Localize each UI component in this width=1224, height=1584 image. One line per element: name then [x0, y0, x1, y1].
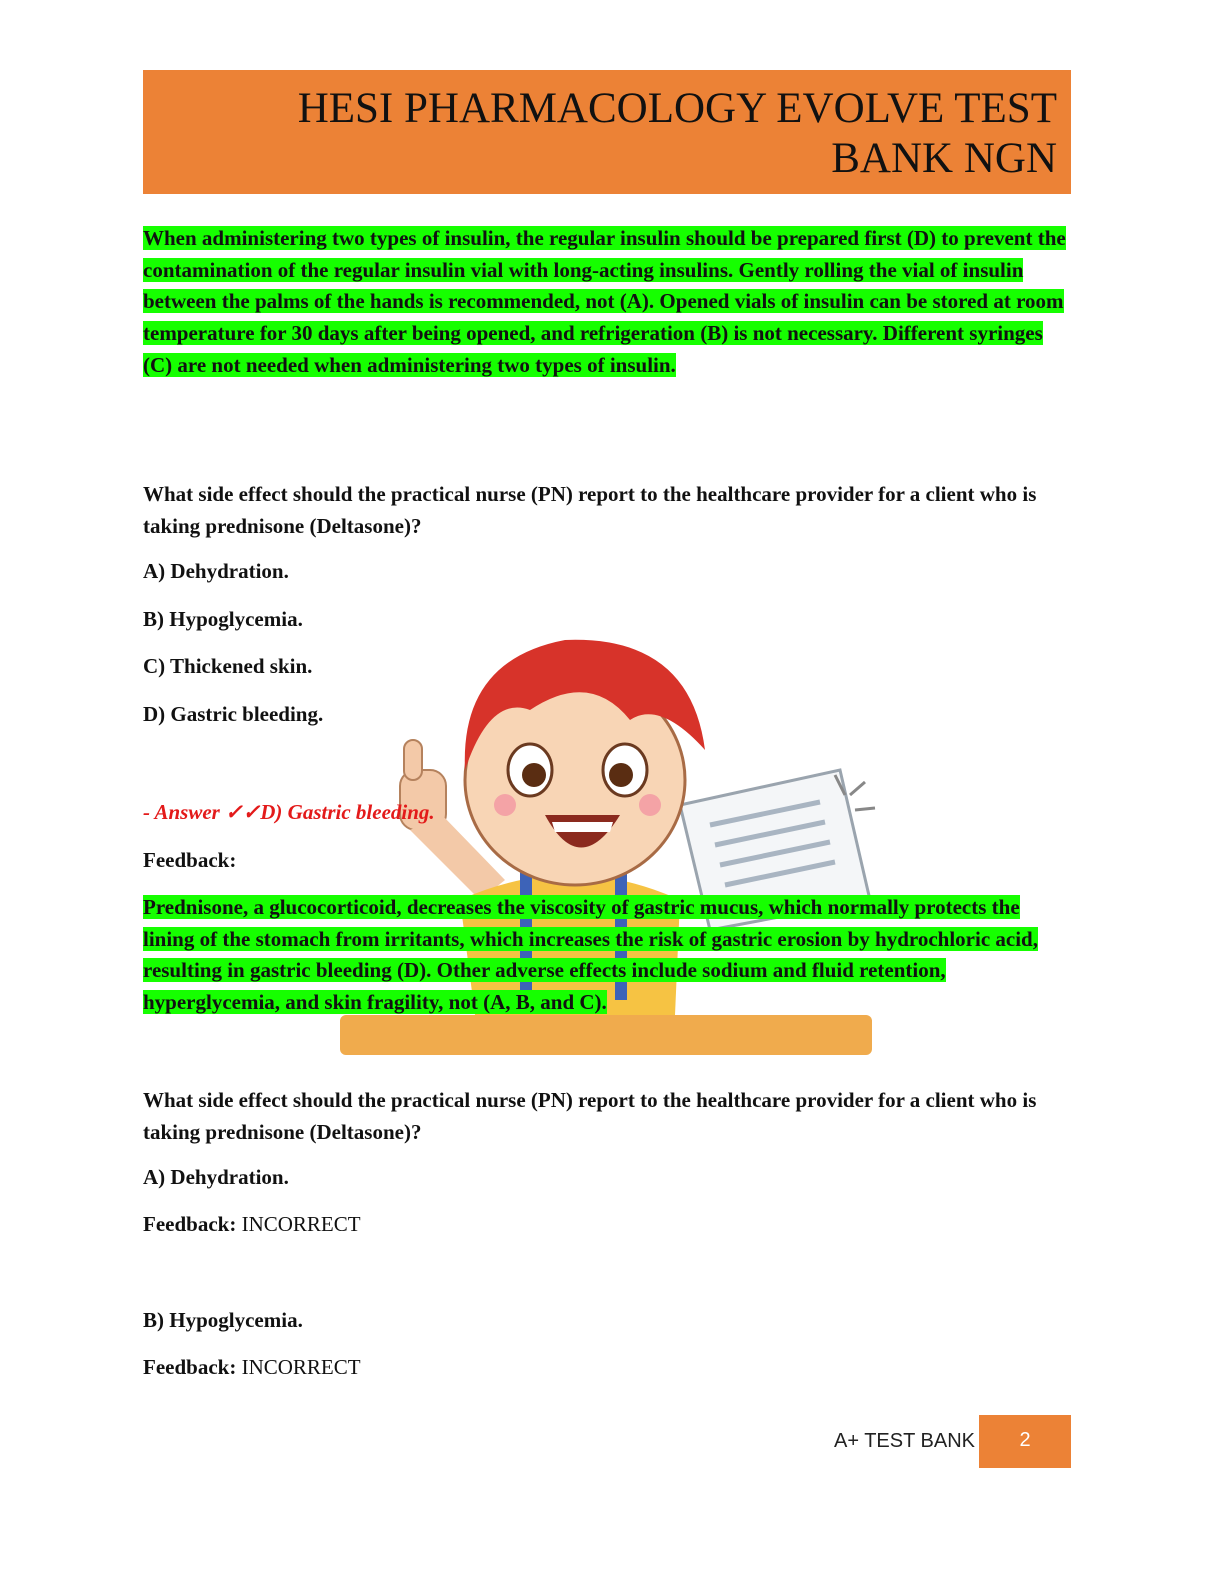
q2-feedback-a-value: INCORRECT — [241, 1212, 361, 1236]
page-number-box — [979, 1415, 1071, 1468]
q2-feedback-a — [143, 1211, 361, 1237]
q2-option-b: B) Hypoglycemia. — [143, 1308, 303, 1332]
q1-answer: - Answer ✓✓D) Gastric bleeding. — [143, 800, 435, 824]
question-2-stem: What side effect should the practical nurse (PN) report to the healthcare provider for a client who is taking prednisone (Deltasone)? — [143, 1088, 1037, 1144]
title-line-1: HESI PHARMACOLOGY EVOLVE TEST — [297, 85, 1057, 132]
q1-option-a: A) Dehydration. — [143, 559, 289, 583]
title-line-2: BANK NGN — [831, 135, 1057, 182]
q2-feedback-b-label: Feedback: — [143, 1355, 237, 1379]
q1-feedback-label: Feedback: — [143, 848, 237, 872]
header-band — [143, 70, 1071, 194]
q2-feedback-b — [143, 1354, 361, 1380]
q1-option-b: B) Hypoglycemia. — [143, 607, 303, 631]
kid-head — [465, 640, 705, 885]
desk-shape — [340, 1015, 872, 1055]
q1-feedback-text: Prednisone, a glucocorticoid, decreases the viscosity of gastric mucus, which normally protects the lining of the stomach from irritants, which increases the risk of gastric erosion by hydrochloric acid, resulting in gastric bleeding (D). Other adverse effects include sodium and fluid retention, hyperglycemia, and skin fragility, not (A, B, and C). — [143, 895, 1038, 1015]
intro-feedback: When administering two types of insulin, the regular insulin should be prepared first (D) to prevent the contamination of the regular insulin vial with long-acting insulins. Gently rolling the vial of insulin between the palms of the hands is recommended, not (A). Opened vials of insulin can be stored at room temperature for 30 days after being opened, and refrigeration (B) is not necessary. Different syringes (C) are not needed when administering two types of insulin. — [143, 226, 1066, 377]
footer-label: A+ TEST BANK — [834, 1430, 975, 1452]
q1-option-c: C) Thickened skin. — [143, 654, 313, 678]
document-title — [298, 84, 1057, 184]
q1-option-d: D) Gastric bleeding. — [143, 702, 324, 726]
question-1-stem: What side effect should the practical nurse (PN) report to the healthcare provider for a client who is taking prednisone (Deltasone)? — [143, 482, 1037, 538]
page-number: 2 — [1019, 1429, 1031, 1451]
q2-feedback-b-value: INCORRECT — [241, 1355, 361, 1379]
q2-feedback-a-label: Feedback: — [143, 1212, 237, 1236]
q2-option-a: A) Dehydration. — [143, 1165, 289, 1189]
